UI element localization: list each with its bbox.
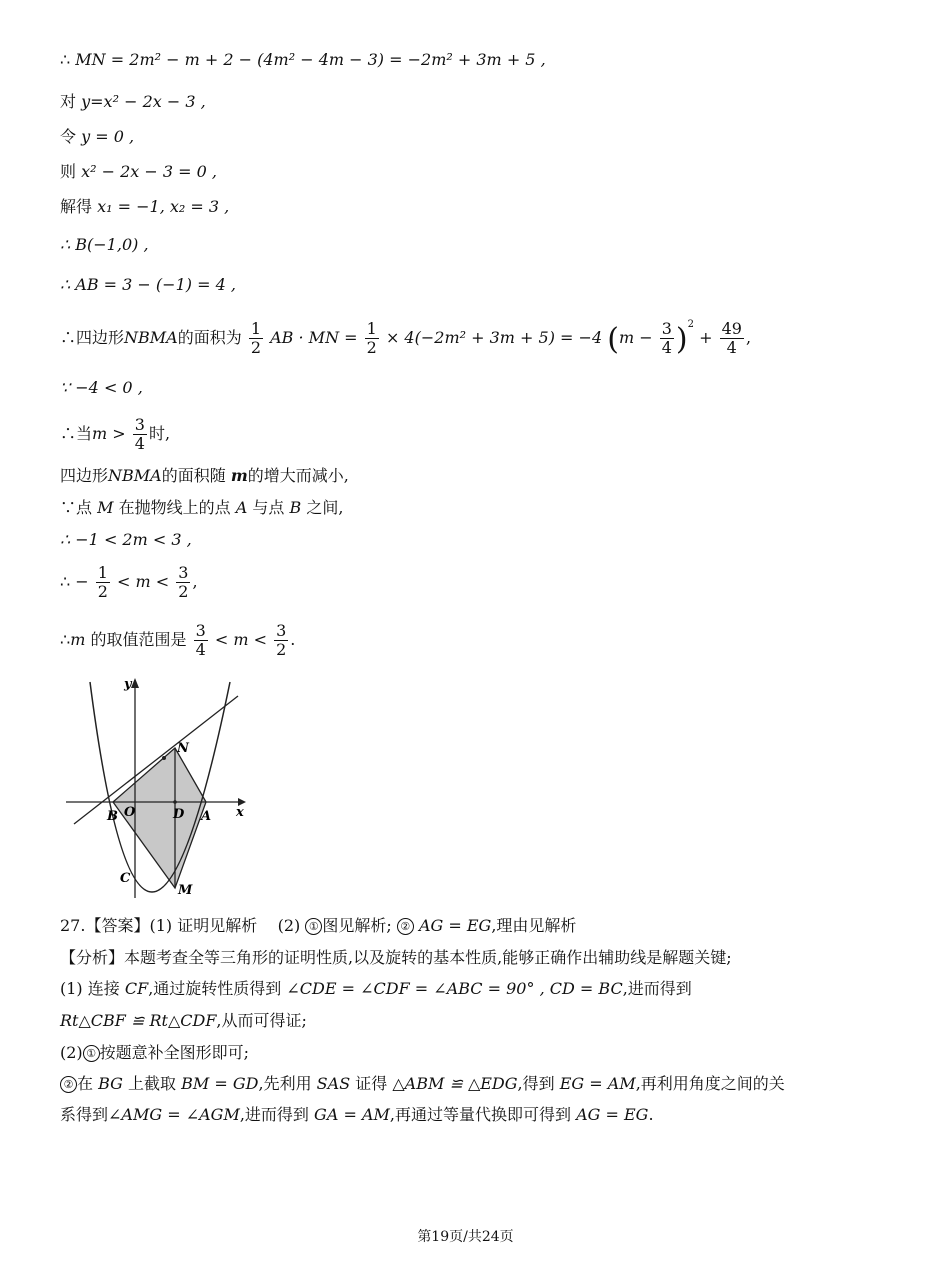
label-o: O <box>124 805 136 820</box>
analysis-part1: (1) 连接 CF,通过旋转性质得到 ∠CDE = ∠CDF = ∠ABC = 90° , CD = BC,进而得到 <box>60 979 692 998</box>
fraction-half-3: $\frac{1}{2}$ <box>97 563 108 601</box>
point-d <box>173 800 177 804</box>
fraction-three-quarters-2: $\frac{3}{4}$ <box>134 415 145 453</box>
label-n: N <box>177 741 189 756</box>
area-expression: ∴四边形NBMA的面积为 $\frac{1}{2}$ AB · MN = $\frac{1}{2}$ × 4(−2m² + 3m + 5) = −4 (m − $\frac{3}{4}$ )$^2$ + $\frac{49}{4}$ , <box>60 319 752 357</box>
fraction-49-quarters: $\frac{49}{4}$ <box>721 319 742 357</box>
analysis-part1-congruence: Rt△CBF ≌ Rt△CDF,从而可得证; <box>60 1011 307 1030</box>
quadratic-definition: 对 y=x² − 2x − 3 , <box>60 92 206 111</box>
fraction-half-1: $\frac{1}{2}$ <box>250 319 262 357</box>
fraction-three-quarters-3: $\frac{3}{4}$ <box>195 621 206 659</box>
point-m-between: ∵点 M 在抛物线上的点 A 与点 B 之间, <box>60 498 344 517</box>
label-c: C <box>120 871 131 886</box>
label-x: x <box>236 805 244 820</box>
label-b: B <box>107 809 118 824</box>
analysis-part2-3: 系得到∠AMG = ∠AGM,进而得到 GA = AM,再通过等量代换即可得到 AG = EG. <box>60 1105 654 1124</box>
y-axis-arrow-icon <box>131 678 139 688</box>
area-decreases: 四边形NBMA的面积随 m的增大而减小, <box>60 466 349 485</box>
set-y-zero: 令 y = 0 , <box>60 127 135 146</box>
label-d: D <box>173 807 185 822</box>
roots: 解得 x₁ = −1, x₂ = 3 , <box>60 197 230 216</box>
fraction-half-2: $\frac{1}{2}$ <box>366 319 377 357</box>
analysis-intro: 【分析】本题考查全等三角形的证明性质,以及旋转的基本性质,能够正确作出辅助线是解题关键; <box>60 948 732 967</box>
quadratic-equation: 则 x² − 2x − 3 = 0 , <box>60 162 218 181</box>
length-ab: ∴ AB = 3 − (−1) = 4 , <box>60 275 236 294</box>
fraction-three-halves-2: $\frac{3}{2}$ <box>276 621 287 659</box>
eq-mn: ∴ MN = 2m² − m + 2 − (4m² − 4m − 3) = −2m² + 3m + 5 , <box>60 50 546 69</box>
label-y: y <box>124 677 132 692</box>
analysis-part2-1: (2) ① 按题意补全图形即可; <box>60 1043 250 1062</box>
negative-coefficient: ∵ −4 < 0 , <box>60 378 143 397</box>
page-number: 第19页/共24页 <box>417 1229 514 1245</box>
point-b: ∴ B(−1,0) , <box>60 235 149 254</box>
fraction-three-halves: $\frac{3}{2}$ <box>178 563 189 601</box>
when-m-condition: ∴当m > $\frac{3}{4}$ 时, <box>60 415 171 453</box>
point-on-line <box>162 756 166 760</box>
fraction-three-quarters: $\frac{3}{4}$ <box>661 319 672 357</box>
analysis-part2-2: ② 在 BG 上截取 BM = GD,先利用 SAS 证得 △ABM ≌ △EDG,得到 EG = AM,再利用角度之间的关 <box>60 1074 785 1094</box>
inequality-2m: ∴ −1 < 2m < 3 , <box>60 530 192 549</box>
label-a: A <box>201 809 212 824</box>
answer-27: 27.【答案】(1) 证明见解析 (2) ① 图见解析; ② AG = EG,理由见解析 <box>60 916 577 935</box>
inequality-m: ∴ − $\frac{1}{2}$ < m < $\frac{3}{2}$ , <box>60 563 198 601</box>
label-m: M <box>178 883 193 898</box>
parabola-figure <box>60 672 250 904</box>
range-of-m: ∴m 的取值范围是 $\frac{3}{4}$ < m < $\frac{3}{2}$ . <box>60 621 296 659</box>
